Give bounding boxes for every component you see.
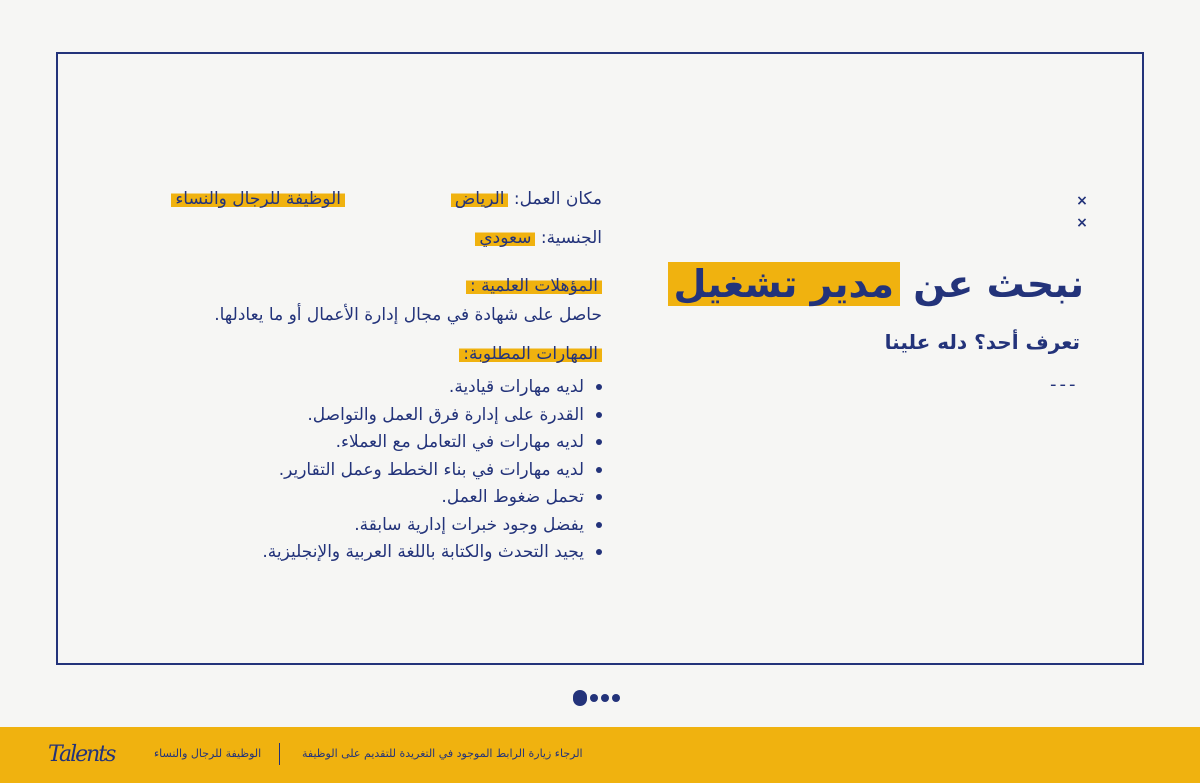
skills-title (459, 344, 602, 364)
bullet-icon (596, 549, 602, 555)
skill-text: يفضل وجود خبرات إدارية سابقة. (354, 514, 584, 535)
page-dot[interactable] (601, 694, 609, 702)
skill-text: القدرة على إدارة فرق العمل والتواصل. (307, 404, 584, 425)
footer-bar (0, 727, 1200, 783)
x-mark-icon: × (1076, 193, 1088, 209)
skill-text: لديه مهارات في التعامل مع العملاء. (335, 432, 584, 452)
workplace-row (451, 189, 602, 209)
page-indicator[interactable] (573, 689, 620, 707)
list-item (262, 539, 602, 567)
headline-job-title: مدير تشغيل (668, 262, 900, 306)
list-item (262, 457, 602, 485)
list-item (262, 512, 602, 540)
x-mark-icon: × (1076, 215, 1088, 231)
footer-apply-note: الرجاء زيارة الرابط الموجود في التغريدة للتقديم على الوظيفة (302, 747, 583, 760)
dash-divider: --- (1050, 374, 1079, 395)
bullet-icon (596, 439, 602, 445)
list-item (262, 374, 602, 402)
skill-text: لديه مهارات في بناء الخطط وعمل التقارير. (278, 459, 584, 480)
skills-title-text: المهارات المطلوبة: (459, 344, 602, 364)
page-dot[interactable] (612, 694, 620, 702)
qualifications-title-text: المؤهلات العلمية : (466, 276, 602, 296)
page-dot[interactable] (590, 694, 598, 702)
footer-divider (279, 743, 280, 765)
headline-prefix: نبحث عن (913, 262, 1084, 306)
nationality-value: سعودي (475, 228, 535, 248)
skill-text: لديه مهارات قيادية. (448, 377, 584, 397)
gender-value: الوظيفة للرجال والنساء (171, 189, 345, 209)
nationality-row (475, 228, 602, 248)
list-item (262, 429, 602, 457)
subline: تعرف أحد؟ دله علينا (884, 330, 1080, 354)
bullet-icon (596, 412, 602, 418)
skills-list (262, 374, 602, 567)
qualifications-title (466, 276, 602, 296)
skill-text: تحمل ضغوط العمل. (441, 487, 584, 507)
list-item (262, 402, 602, 430)
page-dot-active[interactable] (573, 690, 587, 706)
talents-logo: Talents (48, 742, 115, 767)
workplace-label: مكان العمل: (513, 189, 602, 209)
skill-text: يجيد التحدث والكتابة باللغة العربية والإنجليزية. (262, 542, 584, 562)
list-item (262, 484, 602, 512)
bullet-icon (596, 522, 602, 528)
decor-x-marks (1072, 190, 1092, 234)
workplace-value: الرياض (451, 189, 509, 209)
bullet-icon (596, 384, 602, 390)
headline (668, 262, 1084, 306)
footer-gender-note: الوظيفة للرجال والنساء (154, 747, 262, 760)
bullet-icon (596, 467, 602, 473)
qualifications-text: حاصل على شهادة في مجال إدارة الأعمال أو ما يعادلها. (214, 305, 602, 325)
bullet-icon (596, 494, 602, 500)
gender-row (171, 189, 345, 209)
nationality-label: الجنسية: (540, 228, 602, 248)
